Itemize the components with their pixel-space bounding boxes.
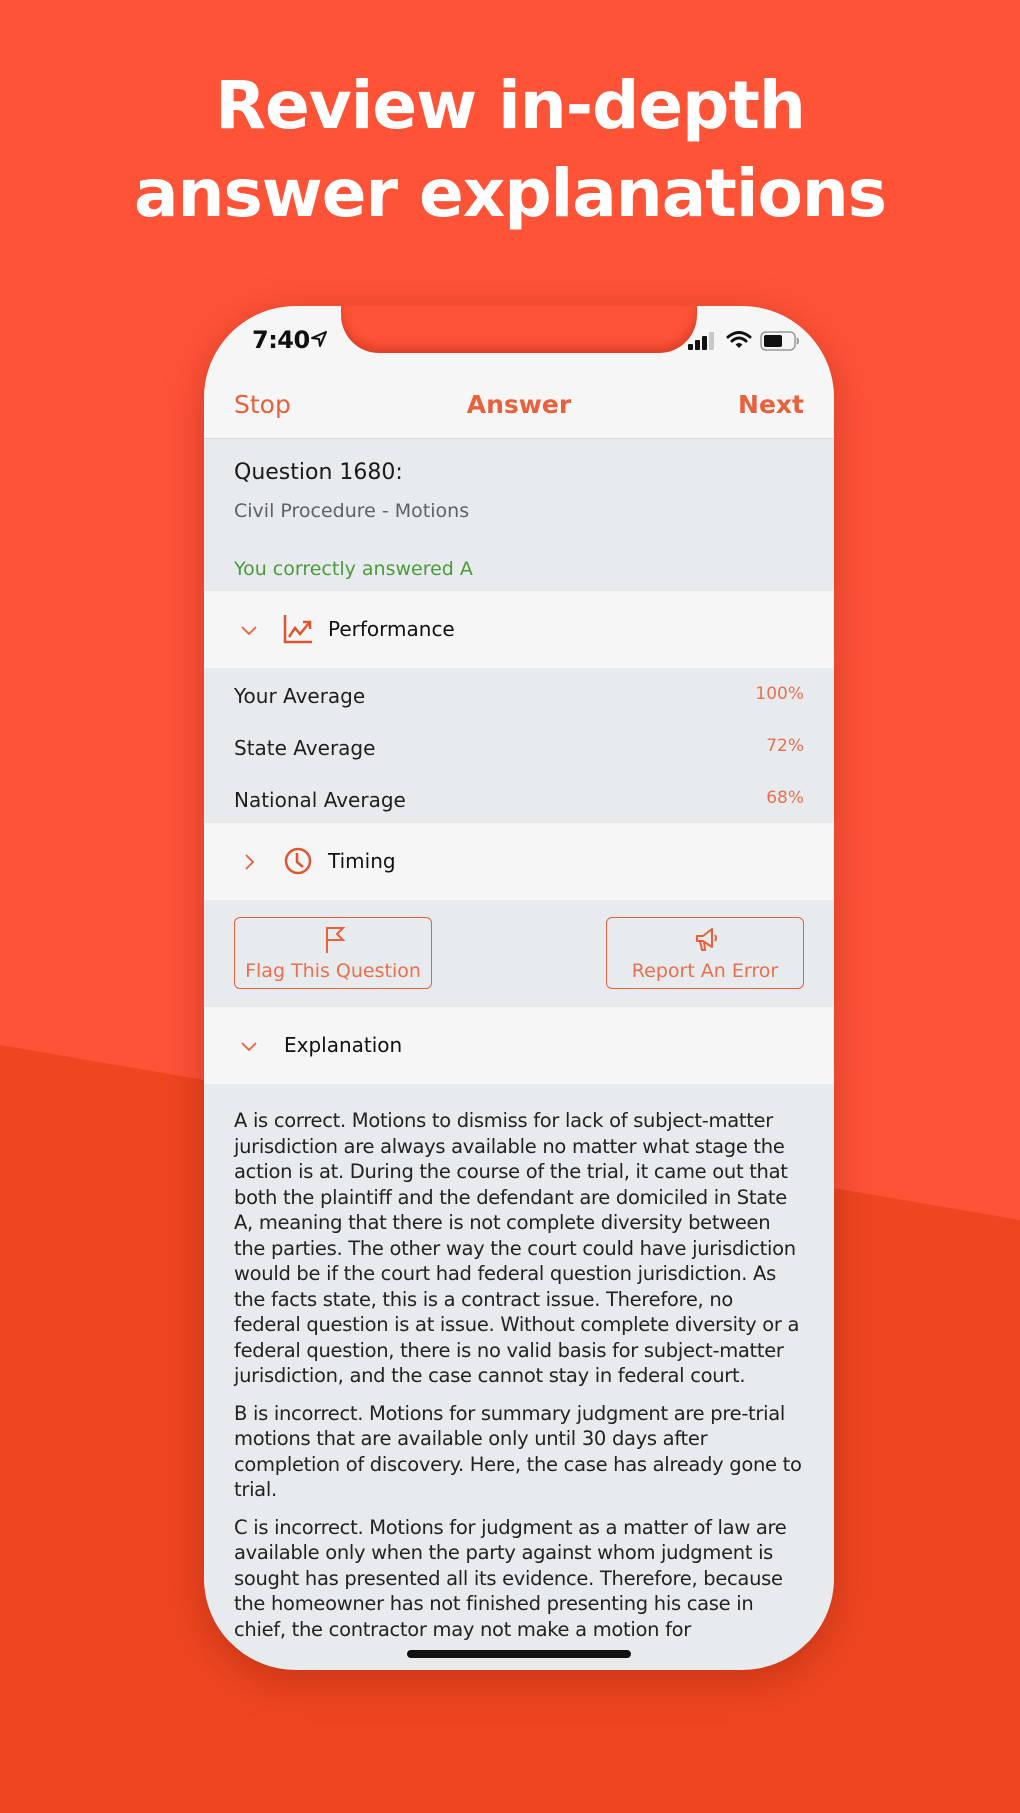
explanation-section-toggle[interactable] [204, 1007, 834, 1084]
stat-label: Your Average [234, 684, 366, 708]
stat-label: State Average [234, 736, 376, 760]
phone-notch [341, 306, 697, 353]
explanation-paragraph-b: B is incorrect. Motions for summary judgment are pre-trial motions that are available only until 30 days after completion of discovery. Here, the case has already gone to trial. [234, 1401, 802, 1501]
question-actions [204, 900, 834, 1007]
timing-section-toggle[interactable] [204, 823, 834, 900]
battery-icon [760, 331, 800, 351]
performance-section-toggle[interactable] [204, 591, 834, 668]
stat-row-your-average [204, 672, 834, 724]
stat-row-national-average [204, 776, 834, 828]
megaphone-icon [694, 926, 720, 954]
explanation-label: Explanation [284, 1033, 403, 1057]
wifi-icon [726, 330, 752, 350]
nav-bar [204, 376, 834, 439]
flag-question-label: Flag This Question [245, 960, 421, 982]
question-header [204, 440, 834, 591]
trend-chart-icon [282, 613, 314, 645]
stat-label: National Average [234, 788, 406, 812]
flag-question-button[interactable] [234, 917, 432, 989]
stat-value: 72% [766, 736, 804, 756]
stop-button[interactable]: Stop [234, 390, 291, 419]
answer-content [204, 440, 834, 1654]
performance-stats [204, 668, 834, 823]
report-error-button[interactable] [606, 917, 804, 989]
question-topic: Civil Procedure - Motions [234, 500, 470, 522]
stat-value: 100% [755, 684, 804, 704]
report-error-label: Report An Error [631, 960, 779, 982]
location-arrow-icon [310, 330, 328, 348]
chevron-down-icon [240, 1037, 258, 1055]
chevron-right-icon [240, 853, 258, 871]
question-number: Question 1680: [234, 460, 403, 485]
phone-screen [204, 306, 834, 1670]
headline-line-2: answer explanations [133, 155, 887, 232]
cellular-signal-icon [688, 332, 716, 350]
status-time: 7:40 [252, 326, 310, 354]
performance-label: Performance [328, 617, 455, 641]
flag-icon [322, 926, 348, 954]
stat-row-state-average [204, 724, 834, 776]
timing-label: Timing [328, 849, 396, 873]
explanation-paragraph-a: A is correct. Motions to dismiss for lack of subject-matter jurisdiction are always available no matter what stage the action is at. During the course of the trial, it came out that both the plaintiff and the defendant are domiciled in State A, meaning that there is not complete diversity between the parties. The other way the court could have jurisdiction would be if the court had federal question jurisdiction. As the facts state, this is a contract issue. Therefore, no federal question is at issue. Without complete diversity or a federal question, there is no valid basis for subject-matter jurisdiction, and the case cannot stay in federal court. [234, 1109, 800, 1387]
page-title: Answer [466, 390, 572, 419]
promo-headline [0, 62, 1020, 238]
stat-value: 68% [766, 788, 804, 808]
home-indicator[interactable] [407, 1650, 631, 1658]
explanation-paragraph-c: C is incorrect. Motions for judgment as a matter of law are available only when the party against whom judgment is sought has presented all its evidence. Therefore, because the homeowner has not finished presenting his case in chief, the contractor may not make a motion for [234, 1515, 787, 1641]
clock-icon [282, 845, 314, 877]
answer-result: You correctly answered A [234, 558, 473, 580]
explanation-body [204, 1084, 834, 1642]
headline-line-1: Review in-depth [215, 67, 805, 144]
next-button[interactable]: Next [738, 390, 804, 419]
chevron-down-icon [240, 621, 258, 639]
